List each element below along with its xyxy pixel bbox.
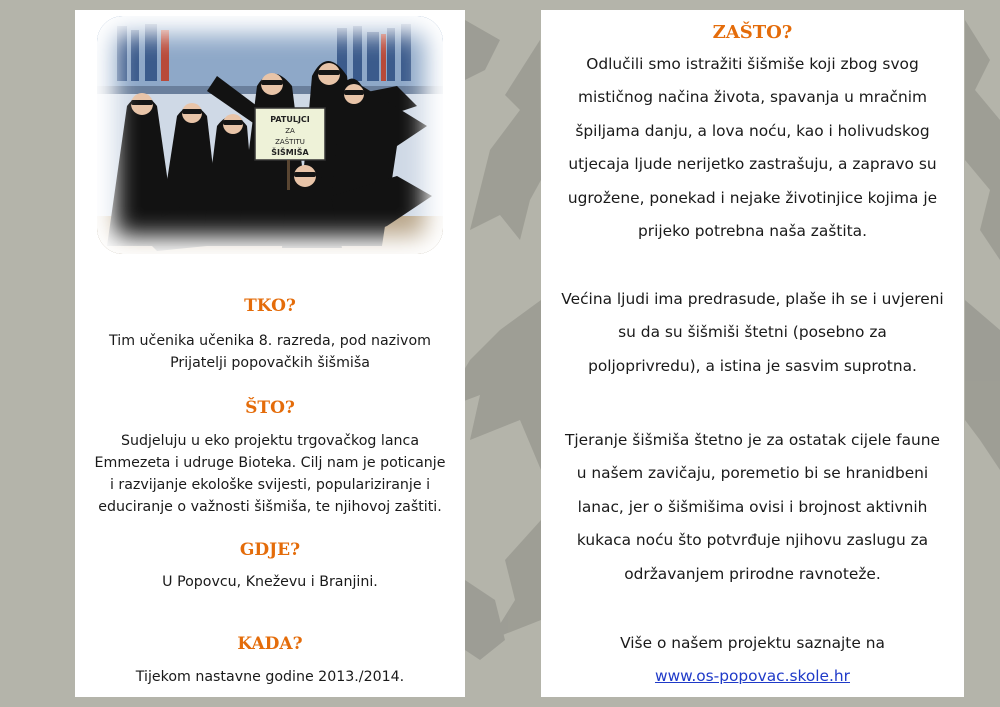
heading-kada: KADA?: [237, 634, 303, 654]
text-kada-line-1: Tijekom nastavne godine 2013./2014.: [135, 669, 405, 685]
left-panel: [75, 10, 465, 697]
paragraph-3-line-2: u našem zavičaju, poremetio bi se hranidbeni: [576, 464, 929, 483]
text-kada: [75, 666, 465, 688]
right-panel: [541, 10, 964, 697]
photo-soft-edge: [97, 16, 443, 254]
paragraph-3: [549, 424, 956, 591]
text-tko: [75, 330, 465, 374]
paragraph-3-line-5: održavanjem prirodne ravnoteže.: [624, 564, 881, 583]
text-sto-line-3: i razvijanje ekološke svijesti, populariziranje i: [109, 477, 431, 493]
text-sto-line-4: educiranje o važnosti šišmiša, te njihovoj zaštiti.: [98, 499, 442, 515]
text-tko-line-1: Tim učenika učenika 8. razreda, pod nazivom: [109, 333, 431, 349]
heading-sto: ŠTO?: [245, 398, 295, 418]
sign-line-2: ZA: [285, 127, 295, 135]
text-gdje: [75, 571, 465, 593]
group-photo: [97, 16, 443, 254]
paragraph-1: [549, 48, 956, 248]
sign-line-4: ŠIŠMIŠA: [271, 148, 309, 157]
text-sto-line-1: Sudjeluju u eko projektu trgovačkog lanca: [120, 433, 420, 449]
paragraph-1-line-6: prijeko potrebna naša zaštita.: [637, 222, 868, 241]
text-sto-line-2: Emmezeta i udruge Bioteka. Cilj nam je poticanje: [94, 455, 446, 471]
heading-gdje: GDJE?: [239, 540, 301, 560]
text-tko-line-2: Prijatelji popovačkih šišmiša: [170, 355, 370, 371]
paragraph-1-line-2: mističnog načina života, spavanja u mračnim: [577, 88, 928, 107]
heading-tko: TKO?: [244, 296, 296, 316]
paragraph-1-line-3: špiljama danju, a lova noću, kao i holivudskog: [575, 121, 930, 140]
more-info-text: Više o našem projektu saznajte na: [620, 634, 885, 652]
paragraph-2-line-2: su da su šišmiši štetni (posebno za: [618, 323, 887, 342]
sign-line-1: PATULJCI: [270, 115, 310, 124]
paragraph-3-line-3: lanac, jer o šišmišima ovisi i brojnost aktivnih: [577, 497, 928, 516]
paragraph-1-line-1: Odlučili smo istražiti šišmiše koji zbog svog: [586, 55, 919, 73]
paragraph-1-line-5: ugrožene, ponekad i nejake životinjice kojima je: [567, 188, 938, 207]
paragraph-3-line-4: kukaca noću što potvrđuje njihovu zaslugu za: [576, 531, 929, 550]
paragraph-2: [549, 283, 956, 383]
website-link[interactable]: www.os-popovac.skole.hr: [654, 667, 850, 686]
paragraph-3-line-1: Tjeranje šišmiša štetno je za ostatak cijele faune: [565, 431, 940, 449]
paragraph-2-line-3: poljoprivredu), a istina je sasvim suprotna.: [588, 356, 917, 375]
heading-zasto: ZAŠTO?: [712, 22, 793, 43]
more-info: [549, 627, 956, 694]
text-gdje-line-1: U Popovcu, Kneževu i Branjini.: [162, 574, 378, 590]
text-sto: [75, 430, 465, 518]
paragraph-1-line-4: utjecaja ljude nerijetko zastrašuju, a zapravo su: [568, 155, 937, 174]
sign-line-3: ZAŠTITU: [275, 138, 305, 146]
paragraph-2-line-1: Većina ljudi ima predrasude, plaše ih se i uvjereni: [561, 290, 944, 308]
